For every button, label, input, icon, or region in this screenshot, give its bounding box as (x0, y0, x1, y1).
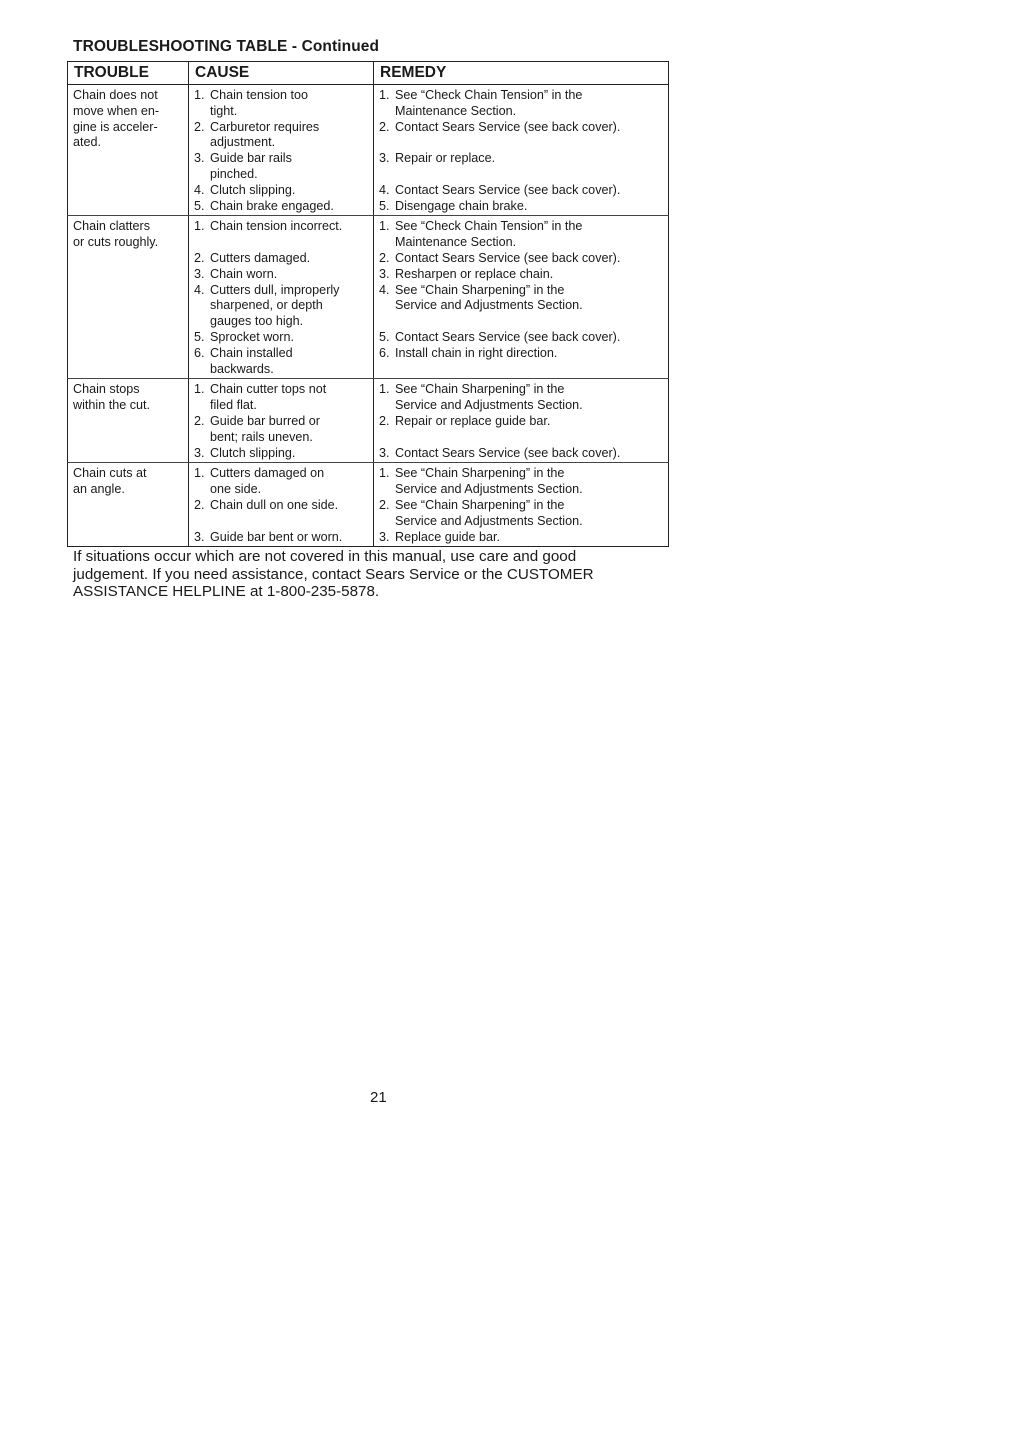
cause-item-text: Clutch slipping. (210, 182, 296, 197)
remedy-item-text: Replace guide bar. (395, 529, 501, 544)
page-number: 21 (370, 1089, 387, 1106)
table-row (68, 216, 669, 379)
trouble-text: Chain cuts at an angle. (73, 466, 147, 497)
remedy-item (379, 151, 664, 167)
remedy-item-number: 3. (379, 445, 390, 460)
remedy-item-text: See “Chain Sharpening” in the Service and Adjustments Section. (395, 282, 583, 313)
cause-item-number: 1. (194, 88, 205, 102)
cause-item-number: 2. (194, 497, 205, 512)
remedy-item-text: See “Chain Sharpening” in the Service and Adjustments Section. (395, 497, 583, 528)
remedy-item-text: See “Check Chain Tension” in the Maintenance Section. (395, 219, 583, 250)
cause-item-number: 1. (194, 219, 205, 234)
cause-item-text: Clutch slipping. (210, 445, 296, 460)
cause-item-text: Guide bar burred or bent; rails uneven. (210, 413, 320, 444)
table-row (68, 463, 669, 547)
table-header-row (68, 62, 669, 85)
remedy-item-text: Resharpen or replace chain. (395, 266, 554, 281)
spacer (379, 135, 664, 151)
remedy-item (379, 183, 664, 199)
remedy-item-text: Repair or replace guide bar. (395, 413, 551, 428)
cause-item (194, 346, 369, 378)
cause-item-text: Cutters damaged on one side. (210, 466, 325, 497)
cause-item-text: Carburetor requires adjustment. (210, 119, 320, 150)
cause-item-text: Cutters dull, improperly sharpened, or depth gauges too high. (210, 282, 340, 329)
remedy-item-number: 5. (379, 329, 390, 344)
table-row (68, 379, 669, 463)
cause-item-text: Chain tension too tight. (210, 88, 309, 118)
cause-item-number: 3. (194, 529, 205, 544)
cause-item-text: Chain cutter tops not filed flat. (210, 382, 327, 413)
cause-item-number: 3. (194, 445, 205, 460)
remedy-item (379, 382, 664, 414)
footer-note: If situations occur which are not covered in this manual, use care and good judgement. If you need assistance, contact Sears Service or the CUSTOMER ASSISTANCE HELPLINE at 1-800-235-5878. (73, 548, 594, 600)
remedy-item (379, 283, 664, 315)
cause-item-text: Chain dull on one side. (210, 497, 339, 512)
spacer (194, 514, 369, 530)
remedy-item (379, 219, 664, 251)
remedy-item-text: Install chain in right direction. (395, 345, 558, 360)
trouble-text: Chain clatters or cuts roughly. (73, 219, 159, 250)
cause-item-number: 3. (194, 151, 205, 166)
remedy-item-text: Contact Sears Service (see back cover). (395, 445, 621, 460)
cause-item (194, 283, 369, 330)
remedy-item-number: 3. (379, 529, 390, 544)
trouble-cell (68, 463, 189, 547)
remedy-item (379, 466, 664, 498)
remedy-item-text: Contact Sears Service (see back cover). (395, 182, 621, 197)
remedy-cell (374, 85, 669, 216)
header-cause: CAUSE (189, 62, 374, 85)
spacer (379, 314, 664, 330)
remedy-cell (374, 463, 669, 547)
table-row (68, 85, 669, 216)
cause-item-number: 1. (194, 466, 205, 481)
spacer (194, 235, 369, 251)
remedy-item-number: 1. (379, 88, 390, 102)
trouble-cell (68, 216, 189, 379)
remedy-item (379, 346, 664, 362)
cause-item-text: Guide bar rails pinched. (210, 151, 292, 181)
remedy-item-text: See “Chain Sharpening” in the Service and Adjustments Section. (395, 466, 583, 497)
remedy-cell (374, 216, 669, 379)
cause-item-text: Chain tension incorrect. (210, 219, 343, 234)
cause-item-text: Chain installed backwards. (210, 345, 293, 376)
cause-item (194, 530, 369, 546)
cause-item-number: 2. (194, 119, 205, 134)
table-body (68, 85, 669, 547)
remedy-item-text: See “Chain Sharpening” in the Service and Adjustments Section. (395, 382, 583, 413)
remedy-item-number: 1. (379, 466, 390, 481)
trouble-cell (68, 379, 189, 463)
remedy-item-number: 2. (379, 250, 390, 265)
cause-cell (189, 85, 374, 216)
cause-item (194, 183, 369, 199)
cause-cell (189, 216, 374, 379)
cause-cell (189, 463, 374, 547)
cause-item-number: 1. (194, 382, 205, 397)
remedy-item (379, 330, 664, 346)
remedy-item-number: 5. (379, 198, 390, 213)
troubleshooting-table (67, 61, 669, 547)
spacer (379, 430, 664, 446)
cause-item (194, 151, 369, 183)
remedy-item (379, 251, 664, 267)
remedy-item (379, 446, 664, 462)
remedy-item (379, 414, 664, 430)
cause-item-number: 4. (194, 282, 205, 297)
cause-item-text: Sprocket worn. (210, 329, 294, 344)
trouble-text: Chain does not move when en- gine is acceler- ated. (73, 88, 160, 150)
cause-item-number: 4. (194, 182, 205, 197)
remedy-item-number: 4. (379, 282, 390, 297)
remedy-item-number: 2. (379, 413, 390, 428)
remedy-item-number: 4. (379, 182, 390, 197)
remedy-item-text: See “Check Chain Tension” in the Maintenance Section. (395, 88, 583, 118)
remedy-item-text: Repair or replace. (395, 151, 496, 166)
remedy-item (379, 530, 664, 546)
cause-item (194, 267, 369, 283)
cause-item-number: 3. (194, 266, 205, 281)
remedy-item-text: Contact Sears Service (see back cover). (395, 250, 621, 265)
cause-cell (189, 379, 374, 463)
header-remedy: REMEDY (374, 62, 669, 85)
remedy-cell (374, 379, 669, 463)
cause-item-text: Guide bar bent or worn. (210, 529, 343, 544)
cause-item (194, 120, 369, 152)
page-title: TROUBLESHOOTING TABLE - Continued (73, 38, 380, 55)
remedy-item-number: 6. (379, 345, 390, 360)
remedy-item-text: Contact Sears Service (see back cover). (395, 119, 621, 134)
cause-item (194, 382, 369, 414)
cause-item-number: 5. (194, 198, 205, 213)
cause-item-number: 2. (194, 413, 205, 428)
remedy-item-number: 2. (379, 497, 390, 512)
remedy-item (379, 88, 664, 120)
cause-item-text: Chain brake engaged. (210, 198, 334, 213)
cause-item-number: 6. (194, 345, 205, 360)
cause-item (194, 219, 369, 235)
remedy-item-number: 2. (379, 119, 390, 134)
cause-item (194, 414, 369, 446)
cause-item (194, 251, 369, 267)
cause-item-number: 2. (194, 250, 205, 265)
remedy-item (379, 199, 664, 215)
cause-item (194, 88, 369, 120)
remedy-item (379, 120, 664, 136)
cause-item-text: Chain worn. (210, 266, 278, 281)
cause-item (194, 199, 369, 215)
cause-item-number: 5. (194, 329, 205, 344)
remedy-item (379, 267, 664, 283)
remedy-item-number: 1. (379, 219, 390, 234)
trouble-cell (68, 85, 189, 216)
trouble-text: Chain stops within the cut. (73, 382, 151, 413)
header-trouble: TROUBLE (68, 62, 189, 85)
cause-item-text: Cutters damaged. (210, 250, 311, 265)
spacer (379, 167, 664, 183)
remedy-item (379, 498, 664, 530)
cause-item (194, 330, 369, 346)
cause-item (194, 466, 369, 498)
remedy-item-text: Disengage chain brake. (395, 198, 528, 213)
remedy-item-text: Contact Sears Service (see back cover). (395, 329, 621, 344)
cause-item (194, 498, 369, 514)
remedy-item-number: 3. (379, 266, 390, 281)
remedy-item-number: 3. (379, 151, 390, 166)
remedy-item-number: 1. (379, 382, 390, 397)
cause-item (194, 446, 369, 462)
